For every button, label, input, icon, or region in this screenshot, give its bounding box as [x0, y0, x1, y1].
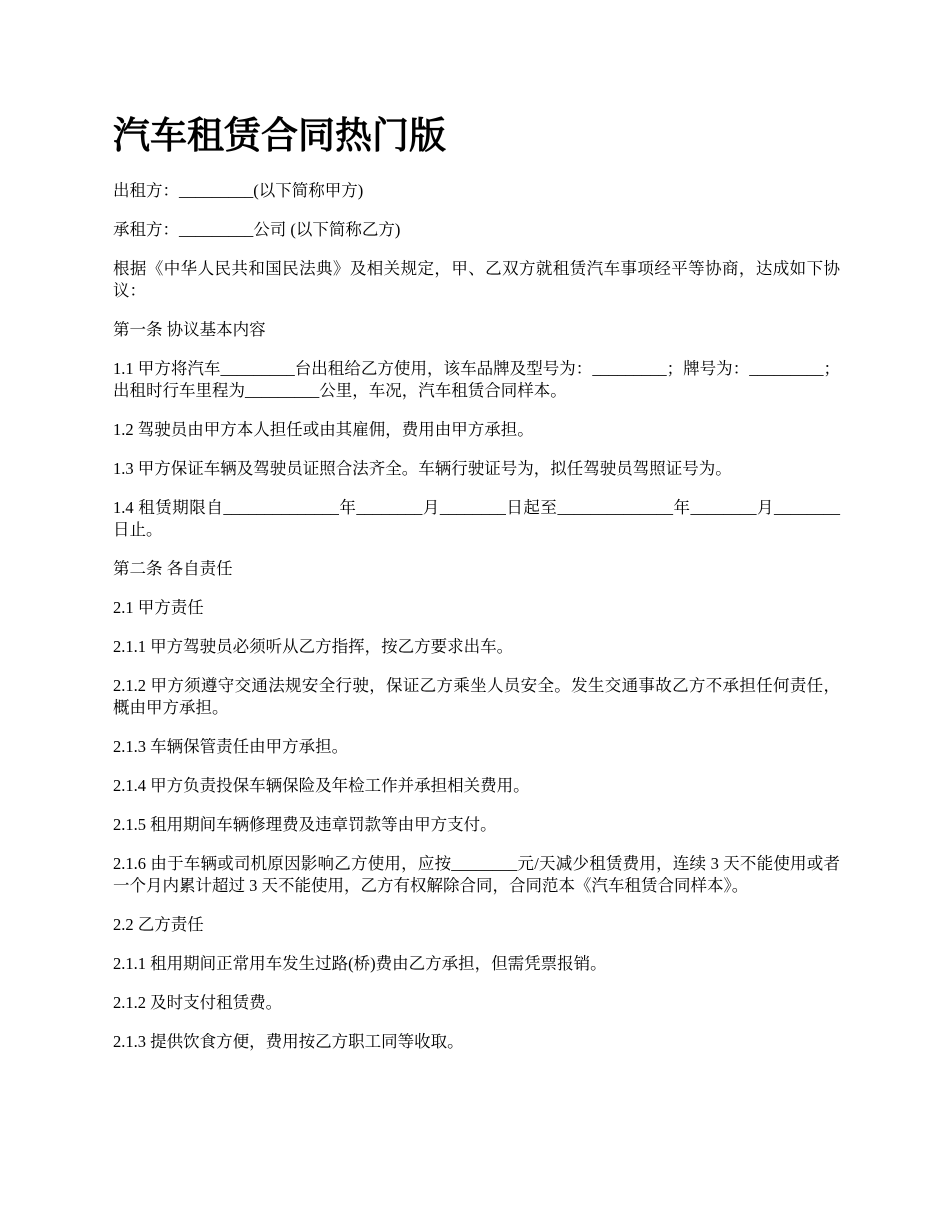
clause-1-4: 1.4 租赁期限自______________年________月________日起至______________年________月________日止。: [113, 498, 840, 539]
clause-2-2-2: 2.1.2 及时支付租赁费。: [113, 993, 283, 1012]
paragraph-lessor: 出租方：_________(以下简称甲方): [113, 181, 364, 200]
section-heading-1: 第一条 协议基本内容: [113, 320, 266, 339]
document-title: 汽车租赁合同热门版: [113, 114, 446, 157]
clause-2-1-6: 2.1.6 由于车辆或司机原因影响乙方使用，应按________元/天减少租赁费用，连续 3 天不能使用或者一个月内累计超过 3 天不能使用，乙方有权解除合同，合同范本《汽车租赁合同样本》。: [113, 854, 840, 895]
clause-2-1-4: 2.1.4 甲方负责投保车辆保险及年检工作并承担相关费用。: [113, 776, 530, 795]
clause-2-2-1: 2.1.1 租用期间正常用车发生过路(桥)费由乙方承担，但需凭票报销。: [113, 954, 607, 973]
clause-2-1-2: 2.1.2 甲方须遵守交通法规安全行驶，保证乙方乘坐人员安全。发生交通事故乙方不承担任何责任，概由甲方承担。: [113, 676, 840, 717]
subsection-2-2: 2.2 乙方责任: [113, 915, 204, 934]
subsection-2-1: 2.1 甲方责任: [113, 598, 204, 617]
clause-2-2-3: 2.1.3 提供饮食方便，费用按乙方职工同等收取。: [113, 1032, 464, 1051]
document-body: [113, 180, 840, 1070]
clause-2-1-5: 2.1.5 租用期间车辆修理费及违章罚款等由甲方支付。: [113, 815, 497, 834]
paragraph-preamble: 根据《中华人民共和国民法典》及相关规定，甲、乙双方就租赁汽车事项经平等协商，达成如下协议：: [113, 259, 840, 300]
section-heading-2: 第二条 各自责任: [113, 559, 233, 578]
clause-1-1: 1.1 甲方将汽车_________台出租给乙方使用，该车品牌及型号为：_________；牌号为：_________；出租时行车里程为_________公里，车况，汽车租赁合同样本。: [113, 359, 840, 400]
clause-2-1-3: 2.1.3 车辆保管责任由甲方承担。: [113, 737, 349, 756]
paragraph-lessee: 承租方：_________公司 (以下简称乙方): [113, 220, 401, 239]
clause-2-1-1: 2.1.1 甲方驾驶员必须听从乙方指挥，按乙方要求出车。: [113, 637, 514, 656]
clause-1-2: 1.2 驾驶员由甲方本人担任或由其雇佣，费用由甲方承担。: [113, 420, 534, 439]
clause-1-3: 1.3 甲方保证车辆及驾驶员证照合法齐全。车辆行驶证号为，拟任驾驶员驾照证号为。: [113, 459, 732, 478]
